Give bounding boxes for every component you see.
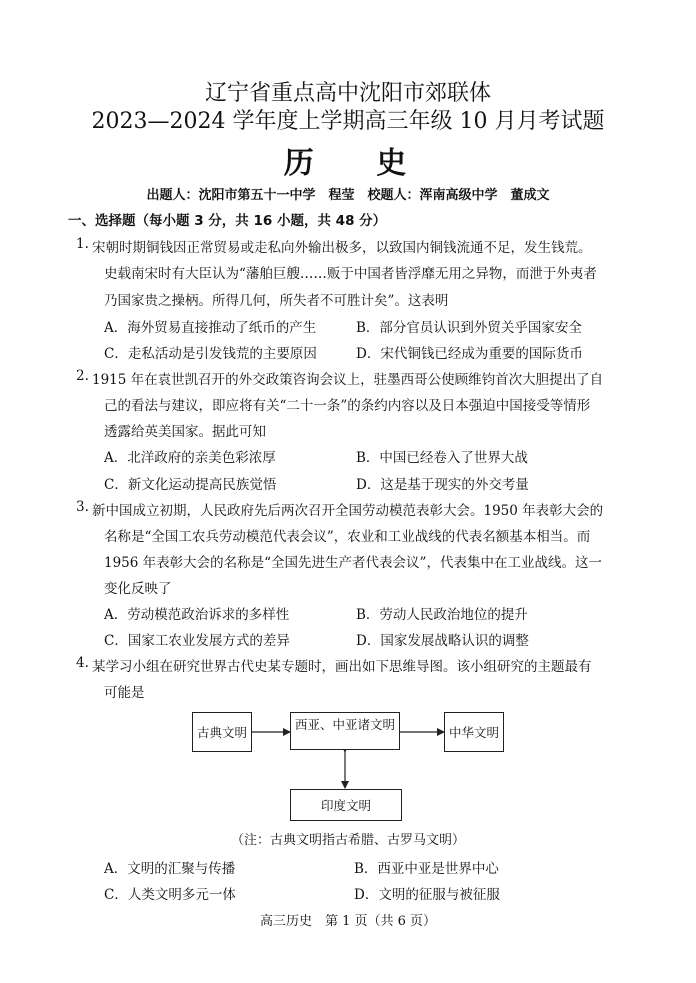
question-text-line: 己的看法与建议，即应将有关“二十一条”的条约内容以及日本强迫中国接受等情形	[104, 398, 591, 414]
exam-title-line1: 辽宁省重点高中沈阳市郊联体	[204, 81, 491, 106]
question-text-line: 名称是“全国工农兵劳动模范代表会议”，农业和工业战线的代表名额基本相当。而	[104, 529, 591, 545]
exam-title-line2: 2023—2024 学年度上学期高三年级 10 月月考试题	[91, 109, 605, 134]
option-a: A．海外贸易直接推动了纸币的产生	[104, 320, 317, 336]
diagram-note: （注：古典文明指古希腊、古罗马文明）	[230, 833, 465, 848]
option-d: D．宋代铜钱已经成为重要的国际货币	[356, 346, 583, 362]
box-classical-civilization	[192, 712, 252, 752]
authors-line: 出题人：沈阳市第五十一中学 程莹 校题人：浑南高级中学 董成文	[146, 188, 550, 203]
question-text-line: 乃国家贵之操柄。所得几何，所失者不可胜计矣”。这表明	[104, 293, 449, 309]
question-number: 3.	[76, 499, 89, 515]
question-text-line: 史载南宋时有大臣认为“藩舶巨艘……贩于中国者皆浮靡无用之异物，而泄于外夷者	[104, 266, 597, 282]
question-text-line: 1915 年在袁世凯召开的外交政策咨询会议上，驻墨西哥公使顾维钧首次大胆提出了自	[92, 372, 604, 388]
option-a: A．北洋政府的亲美色彩浓厚	[104, 450, 276, 466]
option-a: A．劳动模范政治诉求的多样性	[104, 607, 290, 623]
question-text-line: 可能是	[104, 685, 145, 701]
question-text-line: 变化反映了	[104, 581, 172, 597]
question-text-line: 某学习小组在研究世界古代史某专题时，画出如下思维导图。该小组研究的主题最有	[92, 659, 592, 675]
question-number: 4.	[76, 655, 89, 671]
option-b: B．中国已经卷入了世界大战	[356, 450, 528, 466]
option-b: B．西亚中亚是世界中心	[354, 861, 499, 877]
option-c: C．走私活动是引发钱荒的主要原因	[104, 346, 317, 362]
option-b: B．部分官员认识到外贸关乎国家安全	[356, 320, 582, 336]
option-b: B．劳动人民政治地位的提升	[356, 607, 528, 623]
subject-title: 历 史	[283, 146, 433, 181]
option-d: D．国家发展战略认识的调整	[356, 633, 529, 649]
option-a: A．文明的汇聚与传播	[104, 861, 236, 877]
question-text-line: 宋朝时期铜钱因正常贸易或走私向外输出极多，以致国内铜钱流通不足，发生钱荒。	[92, 240, 592, 256]
box-indian-civilization	[290, 789, 402, 821]
question-text-line: 新中国成立初期，人民政府先后两次召开全国劳动模范表彰大会。1950 年表彰大会的	[92, 503, 604, 519]
box-west-central-asia	[290, 712, 400, 750]
option-c: C．人类文明多元一体	[104, 887, 236, 903]
box-label: 中华文明	[448, 725, 499, 740]
option-c: C．国家工农业发展方式的差异	[104, 633, 290, 649]
question-text-line: 1956 年表彰大会的名称是“全国先进生产者代表会议”，代表集中在工业战线。这一	[104, 555, 602, 571]
section-heading: 一、选择题（每小题 3 分，共 16 小题，共 48 分）	[68, 213, 387, 229]
question-number: 2.	[76, 368, 89, 384]
box-label: 古典文明	[196, 725, 247, 740]
box-chinese-civilization	[444, 712, 504, 752]
option-d: D．文明的征服与被征服	[354, 887, 500, 903]
question-text-line: 透露给英美国家。据此可知	[104, 424, 266, 440]
question-number: 1.	[76, 236, 89, 252]
option-c: C．新文化运动提高民族觉悟	[104, 477, 277, 493]
box-label: 西亚、中亚诸文明	[294, 717, 395, 732]
box-label: 印度文明	[320, 798, 371, 813]
page-footer: 高三历史 第 1 页（共 6 页）	[259, 914, 437, 929]
option-d: D．这是基于现实的外交考量	[356, 477, 529, 493]
